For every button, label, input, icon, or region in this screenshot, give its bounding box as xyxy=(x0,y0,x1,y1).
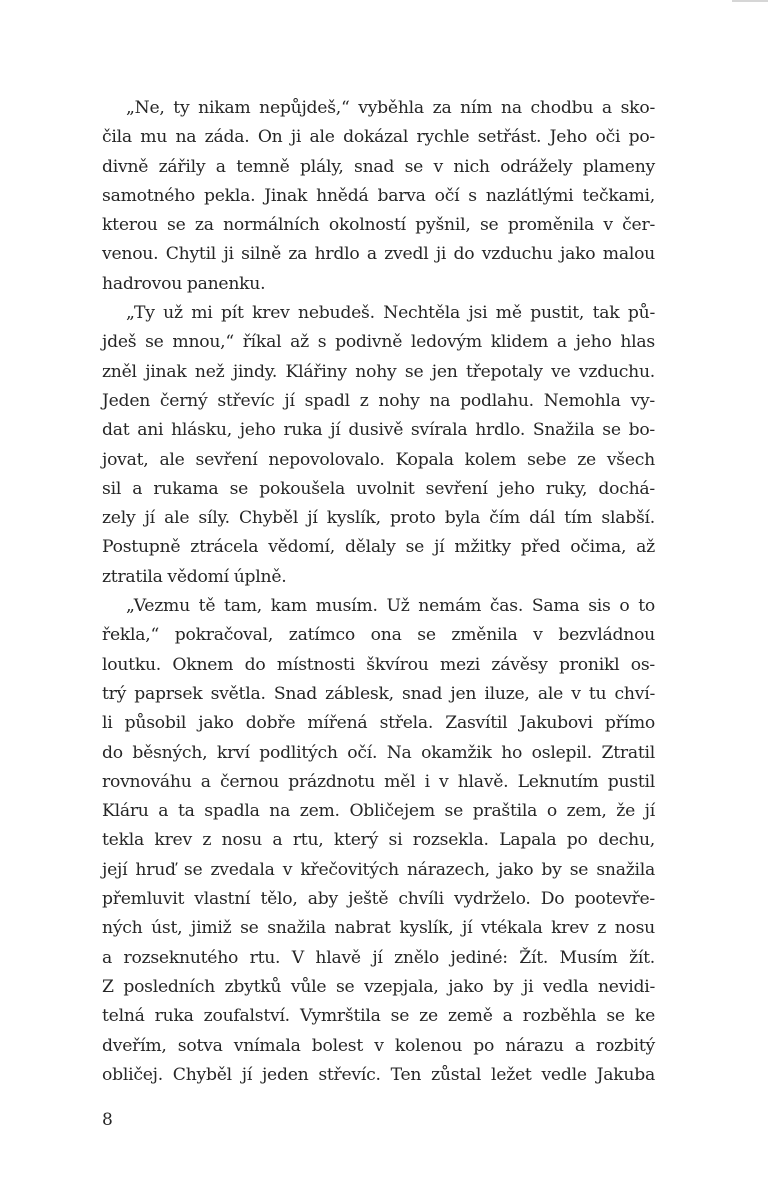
text-line: Jeden černý střevíc jí spadl z nohy na podlahu. Nemohla vy- xyxy=(102,390,655,411)
text-line: „Ty už mi pít krev nebudeš. Nechtěla jsi mě pustit, tak pů- xyxy=(126,303,655,324)
text-line: její hruď se zvedala v křečovitých nárazech, jako by se snažila xyxy=(102,859,655,880)
corner-mark xyxy=(732,0,768,2)
text-line: kterou se za normálních okolností pyšnil, se proměnila v čer- xyxy=(102,215,655,236)
paragraph xyxy=(102,592,655,1090)
text-line: zely jí ale síly. Chyběl jí kyslík, proto byla čím dál tím slabší. xyxy=(102,508,655,529)
text-line: tekla krev z nosu a rtu, který si rozsekla. Lapala po dechu, xyxy=(102,830,655,851)
text-line: loutku. Oknem do místnosti škvírou mezi závěsy pronikl os- xyxy=(102,654,655,675)
text-line: Postupně ztrácela vědomí, dělaly se jí mžitky před očima, až xyxy=(102,537,655,558)
text-line: obličej. Chyběl jí jeden střevíc. Ten zůstal ležet vedle Jakuba xyxy=(102,1064,655,1085)
text-line: přemluvit vlastní tělo, aby ještě chvíli vydrželo. Do pootevře- xyxy=(102,889,655,910)
text-line: hadrovou panenku. xyxy=(102,273,266,294)
text-line: samotného pekla. Jinak hnědá barva očí s nazlátlými tečkami, xyxy=(102,185,655,206)
text-line: Z posledních zbytků vůle se vzepjala, jako by ji vedla nevidi- xyxy=(102,976,655,997)
text-line: jdeš se mnou,“ říkal až s podivně ledovým klidem a jeho hlas xyxy=(102,332,655,353)
paragraph xyxy=(102,299,655,592)
text-line: venou. Chytil ji silně za hrdlo a zvedl ji do vzduchu jako malou xyxy=(102,244,655,265)
text-line: Kláru a ta spadla na zem. Obličejem se praštila o zem, že jí xyxy=(102,801,655,822)
text-line: „Ne, ty nikam nepůjdeš,“ vyběhla za ním na chodbu a sko- xyxy=(126,98,655,118)
text-line: do běsných, krví podlitých očí. Na okamžik ho oslepil. Ztratil xyxy=(102,742,655,763)
page-body xyxy=(102,94,655,1090)
page-number: 8 xyxy=(102,1110,113,1130)
text-line: a rozseknutého rtu. V hlavě jí znělo jediné: Žít. Musím žít. xyxy=(102,947,655,968)
text-line: ztratila vědomí úplně. xyxy=(102,566,287,587)
text-line: čila mu na záda. On ji ale dokázal rychle setřást. Jeho oči po- xyxy=(102,127,655,148)
text-line: rovnováhu a černou prázdnotu měl i v hlavě. Leknutím pustil xyxy=(102,771,655,792)
text-line: „Vezmu tě tam, kam musím. Už nemám čas. Sama sis o to xyxy=(126,596,655,617)
text-line: sil a rukama se pokoušela uvolnit sevření jeho ruky, dochá- xyxy=(102,478,655,499)
text-line: jovat, ale sevření nepovolovalo. Kopala kolem sebe ze všech xyxy=(102,449,655,470)
text-line: řekla,“ pokračoval, zatímco ona se změnila v bezvládnou xyxy=(102,625,655,646)
text-line: trý paprsek světla. Snad záblesk, snad jen iluze, ale v tu chví- xyxy=(102,683,655,704)
text-line: li působil jako dobře mířená střela. Zasvítil Jakubovi přímo xyxy=(102,713,655,734)
text-line: divně zářily a temně plály, snad se v nich odrážely plameny xyxy=(102,156,655,177)
text-line: ných úst, jimiž se snažila nabrat kyslík, jí vtékala krev z nosu xyxy=(102,918,655,939)
text-line: dat ani hlásku, jeho ruka jí dusivě svírala hrdlo. Snažila se bo- xyxy=(102,420,655,441)
text-line: telná ruka zoufalství. Vymrštila se ze země a rozběhla se ke xyxy=(102,1006,655,1027)
paragraph xyxy=(102,94,655,299)
text-line: zněl jinak než jindy. Klářiny nohy se jen třepotaly ve vzduchu. xyxy=(102,361,655,382)
text-line: dveřím, sotva vnímala bolest v kolenou po nárazu a rozbitý xyxy=(102,1035,655,1056)
